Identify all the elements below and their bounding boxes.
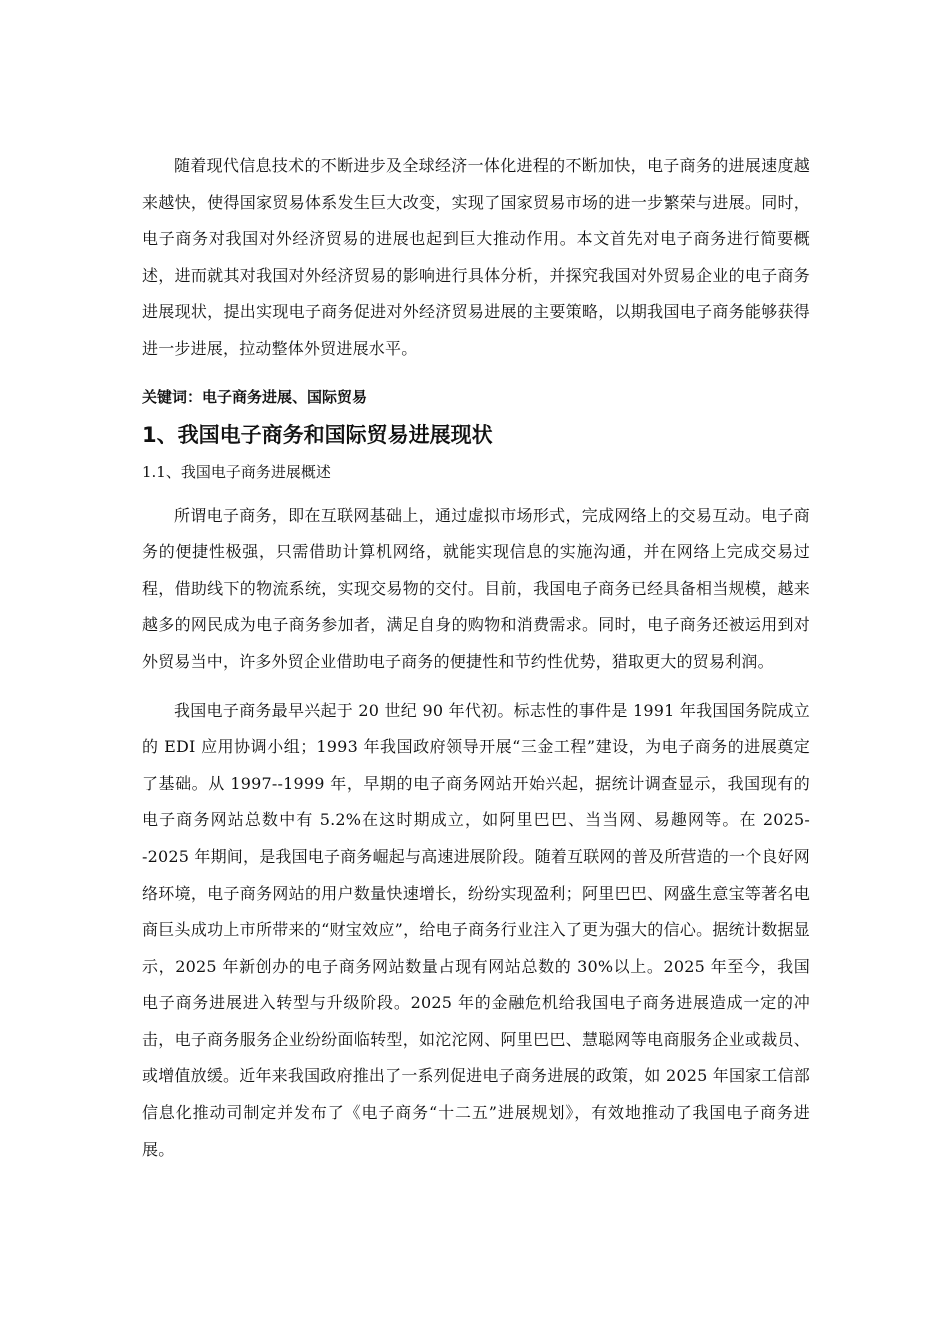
section-heading: 1、我国电子商务和国际贸易进展现状	[142, 422, 493, 447]
abstract-paragraph: 随着现代信息技术的不断进步及全球经济一体化进程的不断加快，电子商务的进展速度越来越快，使得国家贸易体系发生巨大改变，实现了国家贸易市场的进一步繁荣与进展。同时，电子商务对我国对外经济贸易的进展也起到巨大推动作用。本文首先对电子商务进行简要概述，进而就其对我国对外经济贸易的影响进行具体分析，并探究我国对外贸易企业的电子商务进展现状，提出实现电子商务促进对外经济贸易进展的主要策略，以期我国电子商务能够获得进一步进展，拉动整体外贸进展水平。	[142, 156, 810, 358]
body-paragraph-2: 我国电子商务最早兴起于 20 世纪 90 年代初。标志性的事件是 1991 年我国国务院成立的 EDI 应用协调小组；1993 年我国政府领导开展“三金工程”建设，为电子商务的进展奠定了基础。从 1997--1999 年，早期的电子商务网站开始兴起，据统计调查显示，我国现有的电子商务网站总数中有 5.2%在这时期成立，如阿里巴巴、当当网、易趣网等。在 2025--2025 年期间，是我国电子商务崛起与高速进展阶段。随着互联网的普及所营造的一个良好网络环境，电子商务网站的用户数量快速增长，纷纷实现盈利；阿里巴巴、网盛生意宝等著名电商巨头成功上市所带来的“财宝效应”，给电子商务行业注入了更为强大的信心。据统计数据显示，2025 年新创办的电子商务网站数量占现有网站总数的 30%以上。2025 年至今，我国电子商务进展进入转型与升级阶段。2025 年的金融危机给我国电子商务进展造成一定的冲击，电子商务服务企业纷纷面临转型，如沱沱网、阿里巴巴、慧聪网等电商服务企业或裁员、或增值放缓。近年来我国政府推出了一系列促进电子商务进展的政策，如 2025 年国家工信部信息化推动司制定并发布了《电子商务“十二五”进展规划》，有效地推动了我国电子商务进展。	[142, 700, 811, 1159]
document-body	[142, 148, 810, 1168]
paragraph-gap	[142, 681, 810, 693]
body-paragraph-1: 所谓电子商务，即在互联网基础上，通过虚拟市场形式，完成网络上的交易互动。电子商务的便捷性极强，只需借助计算机网络，就能实现信息的实施沟通，并在网络上完成交易过程，借助线下的物流系统，实现交易物的交付。目前，我国电子商务已经具备相当规模，越来越多的网民成为电子商务参加者，满足自身的购物和消费需求。同时，电子商务还被运用到对外贸易当中，许多外贸企业借助电子商务的便捷性和节约性优势，猎取更大的贸易利润。	[142, 505, 810, 671]
subsection-heading: 1.1、我国电子商务进展概述	[142, 462, 331, 481]
keywords-line: 关键词：电子商务进展、国际贸易	[142, 387, 368, 406]
